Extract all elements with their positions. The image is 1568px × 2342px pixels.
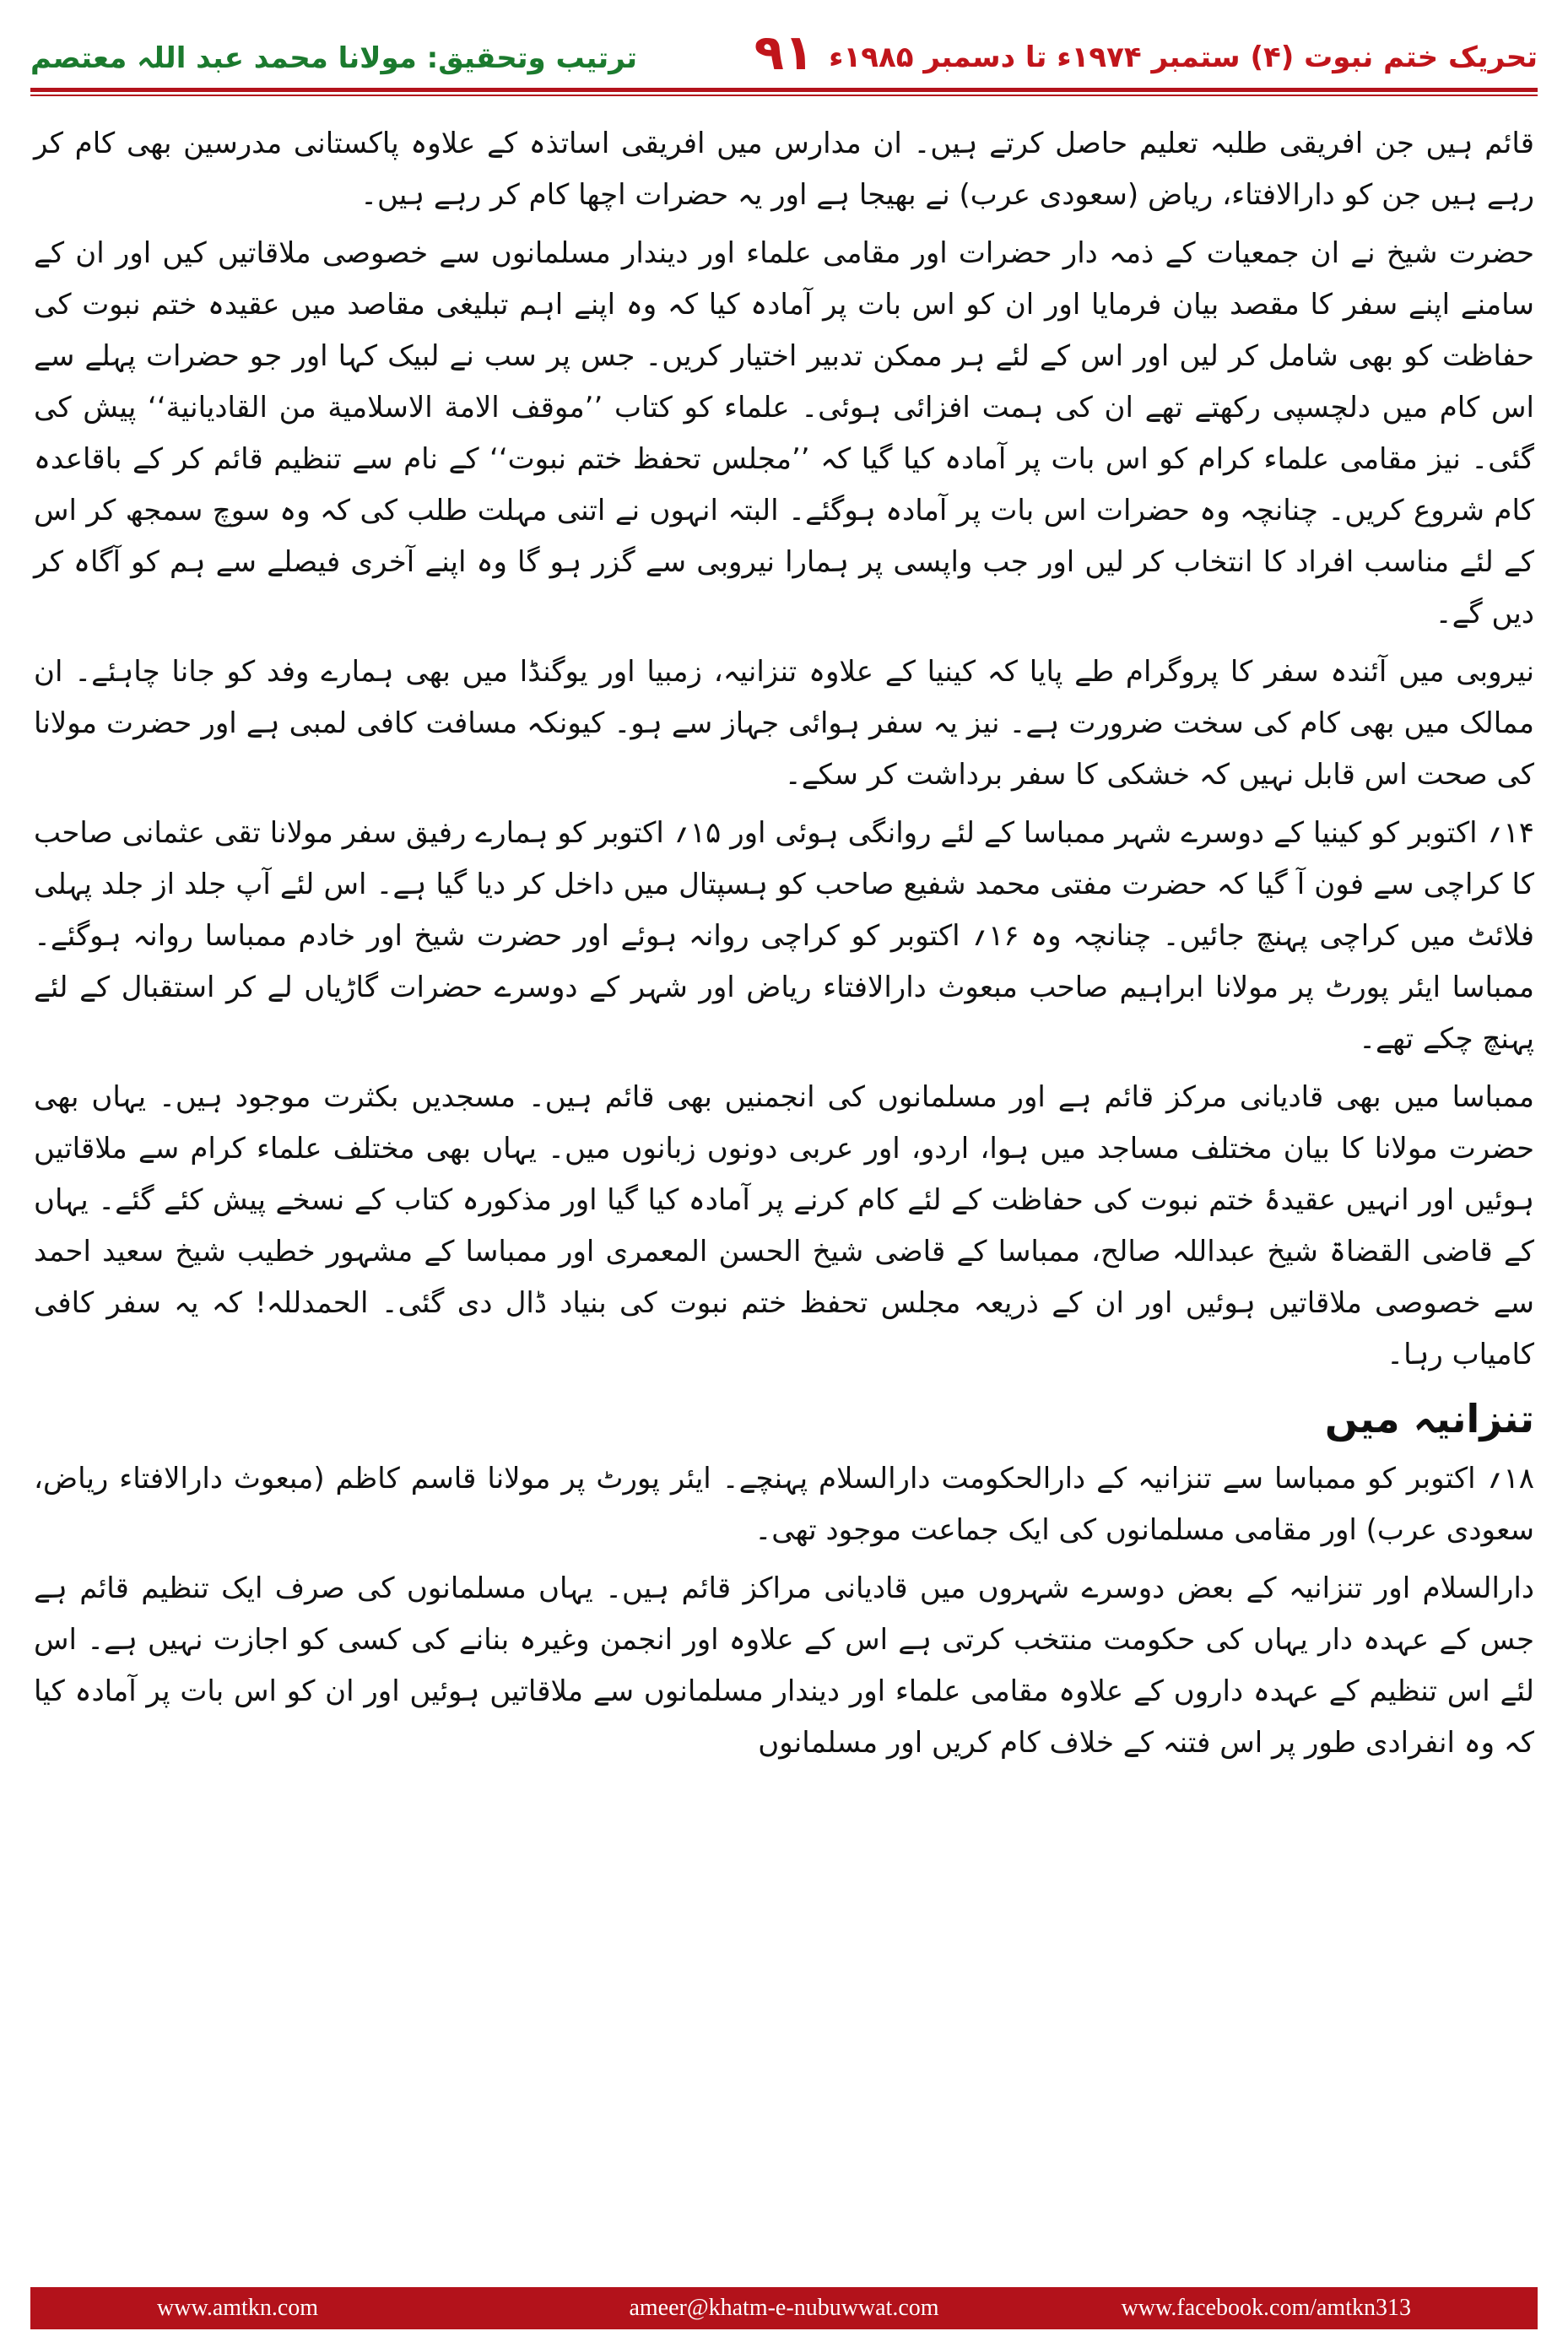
email-link[interactable]: ameer@khatm-e-nubuwwat.com	[629, 2295, 939, 2321]
book-title: تحریک ختم نبوت (۴) ستمبر ۱۹۷۴ء تا دسمبر ۱۹۸۵ء	[829, 41, 1538, 74]
website-link[interactable]: www.amtkn.com	[157, 2295, 319, 2321]
compiler-credit: ترتیب وتحقیق: مولانا محمد عبد اللہ معتصم	[30, 41, 638, 75]
paragraph-2: حضرت شیخ نے ان جمعیات کے ذمہ دار حضرات اور مقامی علماء اور دیندار مسلمانوں سے خصوصی ملاقاتیں کیں اور ان کے سامنے اپنے سفر کا مقصد بیان فرمایا اور ان کو اس بات پر آمادہ کیا کہ وہ اپنے اہم تبلیغی مقاصد میں عقیدہ ختم نبوت کی حفاظت کو بھی شامل کر لیں اور اس کے لئے ہر ممکن تدبیر اختیار کریں۔ جس پر سب نے لبیک کہا اور جو حضرات پہلے سے اس کام میں دلچسپی رکھتے تھے ان کی ہمت افزائی ہوئی۔ علماء کو کتاب ’’موقف الامة الاسلامية من القاديانية‘‘ پیش کی گئی۔ نیز مقامی علماء کرام کو اس بات پر آمادہ کیا گیا کہ ’’مجلس تحفظ ختم نبوت‘‘ کے نام سے تنظیم قائم کر کے باقاعدہ کام شروع کریں۔ چنانچہ وہ حضرات اس بات پر آمادہ ہوگئے۔ البتہ انہوں نے اتنی مہلت طلب کی کہ وہ سوچ سمجھ کر اس کے لئے مناسب افراد کا انتخاب کر لیں اور جب واپسی پر ہمارا نیروبی سے گزر ہو گا وہ اپنے آخری فیصلے سے ہم کو آگاہ کر دیں گے۔	[34, 236, 1534, 630]
facebook-link[interactable]: www.facebook.com/amtkn313	[1121, 2295, 1411, 2321]
page-footer	[30, 2287, 1538, 2329]
header-rule	[30, 88, 1538, 92]
paragraph-4: ۱۴؍ اکتوبر کو کینیا کے دوسرے شہر ممباسا کے لئے روانگی ہوئی اور ۱۵؍ اکتوبر کو ہمارے رفیق سفر مولانا تقی عثمانی صاحب کا کراچی سے فون آ گیا کہ حضرت مفتی محمد شفیع صاحب کو ہسپتال میں داخل کر دیا گیا ہے۔ اس لئے آپ جلد از جلد پہلی فلائٹ میں کراچی پہنچ جائیں۔ چنانچہ وہ ۱۶؍ اکتوبر کو کراچی روانہ ہوئے اور حضرت شیخ اور خادم ممباسا روانہ ہوگئے۔ ممباسا ایئر پورٹ پر مولانا ابراہیم صاحب مبعوث دارالافتاء ریاض اور شہر کے دوسرے حضرات گاڑیاں لے کر استقبال کے لئے پہنچ چکے تھے۔	[34, 816, 1534, 1056]
section-heading: تنزانیہ میں	[1324, 1396, 1534, 1441]
paragraph-5: ممباسا میں بھی قادیانی مرکز قائم ہے اور مسلمانوں کی انجمنیں بھی قائم ہیں۔ مسجدیں بکثرت موجود ہیں۔ یہاں بھی حضرت مولانا کا بیان مختلف مساجد میں ہوا، اردو، اور عربی دونوں زبانوں میں۔ یہاں بھی مختلف علماء کرام سے ملاقاتیں ہوئیں اور انہیں عقیدۂ ختم نبوت کی حفاظت کے لئے کام کرنے پر آمادہ کیا گیا اور مذکورہ کتاب کے نسخے پیش کئے گئے۔ یہاں کے قاضی القضاۃ شیخ عبداللہ صالح، ممباسا کے قاضی شیخ الحسن المعمری اور ممباسا کے مشہور خطیب شیخ سعید احمد سے خصوصی ملاقاتیں ہوئیں اور ان کے ذریعہ مجلس تحفظ ختم نبوت کی بنیاد ڈال دی گئی۔ الحمدللہ! کہ یہ سفر کافی کامیاب رہا۔	[34, 1080, 1534, 1371]
paragraph-7: دارالسلام اور تنزانیہ کے بعض دوسرے شہروں میں قادیانی مراکز قائم ہیں۔ یہاں مسلمانوں کی صرف ایک تنظیم قائم ہے جس کے عہدہ دار یہاں کی حکومت منتخب کرتی ہے اس کے علاوہ اور انجمن وغیرہ بنانے کی کسی کو اجازت نہیں ہے۔ اس لئے اس تنظیم کے عہدہ داروں کے علاوہ مقامی علماء اور دیندار مسلمانوں سے ملاقاتیں ہوئیں اور ان کو اس بات پر آمادہ کیا کہ وہ انفرادی طور پر اس فتنہ کے خلاف کام کریں اور مسلمانوں	[34, 1571, 1534, 1760]
paragraph-1: قائم ہیں جن افریقی طلبہ تعلیم حاصل کرتے ہیں۔ ان مدارس میں افریقی اساتذہ کے علاوہ پاکستانی مدرسین بھی کام کر رہے ہیں جن کو دارالافتاء، ریاض (سعودی عرب) نے بھیجا ہے اور یہ حضرات اچھا کام کر رہے ہیں۔	[34, 127, 1534, 212]
header-rule-thin	[30, 95, 1538, 96]
page-number: ۹۱	[754, 24, 814, 81]
paragraph-6: ۱۸؍ اکتوبر کو ممباسا سے تنزانیہ کے دارالحکومت دارالسلام پہنچے۔ ایئر پورٹ پر مولانا قاسم کاظم (مبعوث دارالافتاء ریاض، سعودی عرب) اور مقامی مسلمانوں کی ایک جماعت موجود تھی۔	[34, 1462, 1534, 1547]
paragraph-3: نیروبی میں آئندہ سفر کا پروگرام طے پایا کہ کینیا کے علاوہ تنزانیہ، زمبیا اور یوگنڈا میں بھی ہمارے وفد کو جانا چاہئے۔ ان ممالک میں بھی کام کی سخت ضرورت ہے۔ نیز یہ سفر ہوائی جہاز سے ہو۔ کیونکہ مسافت کافی لمبی ہے اور حضرت مولانا کی صحت اس قابل نہیں کہ خشکی کا سفر برداشت کر سکے۔	[34, 655, 1534, 792]
page-body	[34, 118, 1534, 2279]
page-header	[30, 15, 1538, 113]
